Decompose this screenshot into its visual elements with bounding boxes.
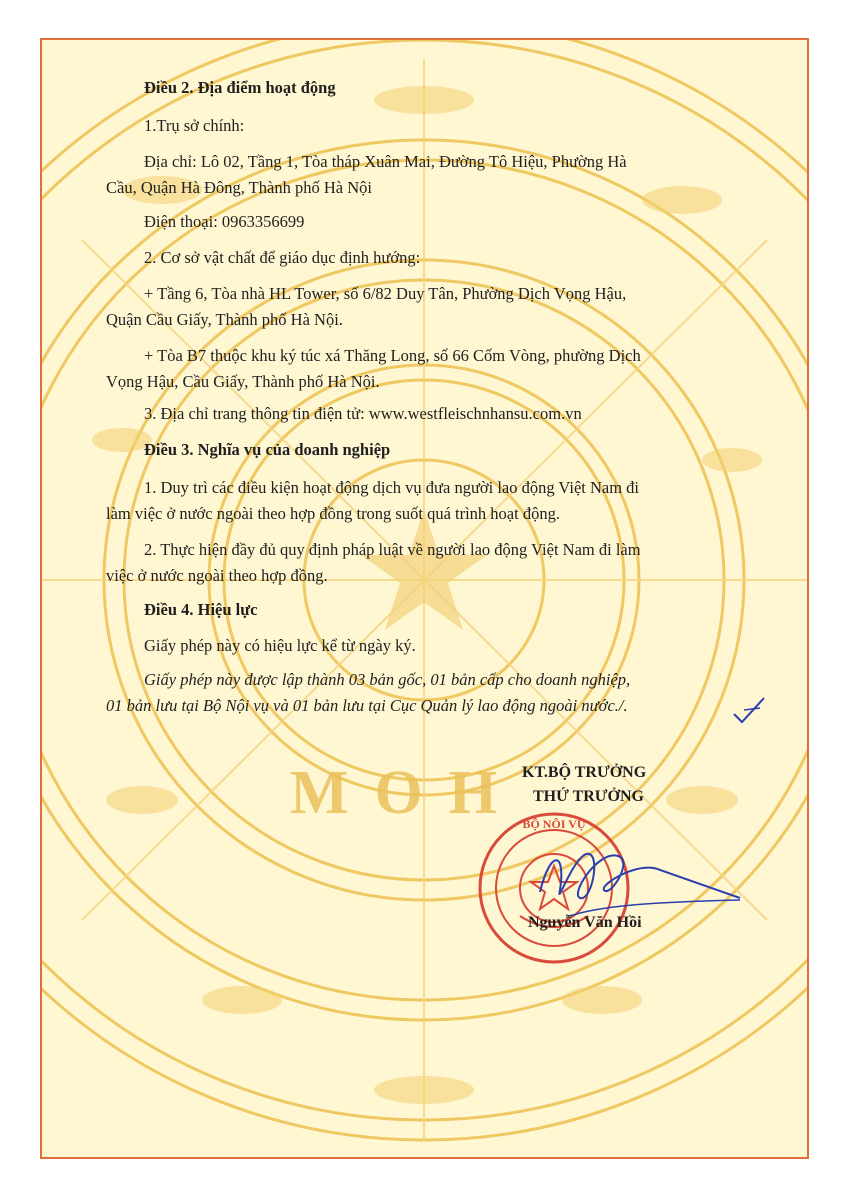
facility-address: + Tòa B7 thuộc khu ký túc xá Thăng Long, số 66 Cốm Vòng, phường Dịch xyxy=(144,346,641,365)
obligation-item: việc ở nước ngoài theo hợp đồng. xyxy=(106,566,328,585)
effect-statement: Giấy phép này có hiệu lực kể từ ngày ký. xyxy=(144,636,416,655)
copies-statement: 01 bản lưu tại Bộ Nội vụ và 01 bản lưu tại Cục Quản lý lao động ngoài nước./. xyxy=(106,696,628,715)
signer-title: KT.BỘ TRƯỞNG xyxy=(522,764,647,781)
article-3-heading: Điều 3. Nghĩa vụ của doanh nghiệp xyxy=(144,440,391,459)
address-line: Địa chỉ: Lô 02, Tầng 1, Tòa tháp Xuân Mai, Đường Tô Hiệu, Phường Hà xyxy=(144,152,627,171)
facility-address: Vọng Hậu, Cầu Giấy, Thành phố Hà Nội. xyxy=(106,372,380,391)
phone-number: Điện thoại: 0963356699 xyxy=(144,212,305,231)
facility-address: + Tầng 6, Tòa nhà HL Tower, số 6/82 Duy Tân, Phường Dịch Vọng Hậu, xyxy=(144,284,627,303)
moh-watermark: MOH xyxy=(290,759,523,827)
website-line: 3. Địa chỉ trang thông tin điện tử: www.westfleischnhansu.com.vn xyxy=(144,404,582,423)
obligation-item: làm việc ở nước ngoài theo hợp đồng trong suốt quá trình hoạt động. xyxy=(106,504,560,523)
copies-statement: Giấy phép này được lập thành 03 bản gốc, 01 bản cấp cho doanh nghiệp, xyxy=(144,670,631,689)
initial-check-mark xyxy=(730,696,766,724)
obligation-item: 1. Duy trì các điều kiện hoạt động dịch vụ đưa người lao động Việt Nam đi xyxy=(144,478,640,497)
signer-name: Nguyễn Văn Hồi xyxy=(528,914,642,931)
signer-position: THỨ TRƯỞNG xyxy=(533,788,644,805)
head-office-label: 1.Trụ sở chính: xyxy=(144,116,245,135)
facility-address: Quận Cầu Giấy, Thành phố Hà Nội. xyxy=(106,310,343,329)
obligation-item: 2. Thực hiện đầy đủ quy định pháp luật về người lao động Việt Nam đi làm xyxy=(144,540,641,559)
article-2-heading: Điều 2. Địa điểm hoạt động xyxy=(144,78,336,97)
stamp-text: BỘ NỘI VỤ xyxy=(522,817,586,831)
document-frame xyxy=(40,38,809,1159)
article-4-heading: Điều 4. Hiệu lực xyxy=(144,600,258,619)
address-line: Cầu, Quận Hà Đông, Thành phố Hà Nội xyxy=(106,178,372,197)
facilities-label: 2. Cơ sở vật chất để giáo dục định hướng: xyxy=(144,248,421,267)
